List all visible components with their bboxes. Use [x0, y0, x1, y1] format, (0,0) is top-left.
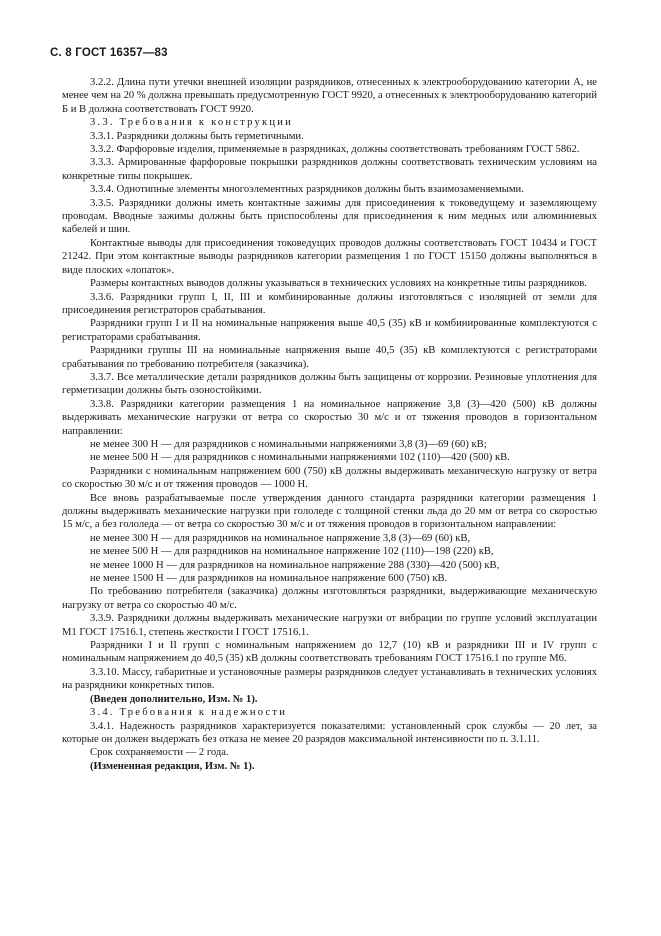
paragraph-new-arresters: Все вновь разрабатываемые после утверждения данного стандарта разрядники категории размещения 1 должны выдерживать механические нагрузки при гололеде с толщиной стенки льда до 20 мм от ветра со скоростью 15 м/с, а без гололеда — от ветра со скоростью 30 м/с и от тяжения проводов в горизонтальном направлении: — [62, 492, 597, 531]
amendment-note: (Введен дополнительно, Изм. № 1). — [90, 693, 258, 705]
paragraph-3-4-1: 3.4.1. Надежность разрядников характеризуется показателями: установленный срок службы — 20 лет, за которые он должен выдержать без отказа не менее 20 разрядов максимальной интенсивности по п. 3.1.11. — [62, 720, 597, 745]
paragraph-3-3-8: 3.3.8. Разрядники категории размещения 1 на номинальное напряжение 3,8 (3)—420 (500) кВ должны выдерживать механические нагрузки от ветра со скоростью 30 м/с и от тяжения проводов в горизонтальном направлении: — [62, 398, 597, 437]
paragraph-3-3-4: 3.3.4. Однотипные элементы многоэлементных разрядников должны быть взаимозаменяемыми. — [90, 184, 524, 196]
section-heading-construction: 3.3. Требования к конструкции — [90, 117, 293, 129]
list-item: не менее 1500 Н — для разрядников на номинальное напряжение 600 (750) кВ. — [90, 573, 448, 585]
paragraph-terminal-sizes: Размеры контактных выводов должны указываться в технических условиях на конкретные типы разрядников. — [90, 278, 587, 290]
paragraph-3-3-1: 3.3.1. Разрядники должны быть герметичными. — [90, 130, 304, 142]
paragraph-customer-request: По требованию потребителя (заказчика) должны изготовляться разрядники, выдерживающие механическую нагрузку от ветра со скоростью 40 м/с. — [62, 586, 597, 611]
list-item: не менее 1000 Н — для разрядников на номинальное напряжение 288 (330)—420 (500) кВ, — [90, 559, 500, 571]
list-item: не менее 500 Н — для разрядников с номинальными напряжениями 102 (110)—420 (500) кВ. — [90, 452, 510, 464]
paragraph-group-m6: Разрядники I и II групп с номинальным напряжением до 12,7 (10) кВ и разрядники III и IV групп с номинальным напряжением до 40,5 (35) кВ должны соответствовать требованиям ГОСТ 17516.1 по группе М6. — [62, 640, 597, 665]
paragraph-3-3-10: 3.3.10. Массу, габаритные и установочные размеры разрядников следует устанавливать в технических условиях на разрядники конкретных типов. — [62, 666, 597, 692]
list-item: не менее 300 Н — для разрядников с номинальными напряжениями 3,8 (3)—69 (60) кВ; — [90, 438, 487, 450]
document-body — [62, 76, 597, 773]
paragraph-storage-life: Срок сохраняемости — 2 года. — [90, 747, 229, 759]
page-header: С. 8 ГОСТ 16357—83 — [50, 47, 168, 59]
paragraph-3-3-5: 3.3.5. Разрядники должны иметь контактные зажимы для присоединения к токоведущему и заземляющему проводам. Вводные зажимы должны быть приспособлены для присоединения к ним медных или алюминиевых кабелей и шин. — [62, 197, 597, 236]
paragraph-contact-terminals: Контактные выводы для присоединения токоведущих проводов должны соответствовать ГОСТ 10434 и ГОСТ 21242. При этом контактные выводы разрядников категории размещения 1 по ГОСТ 15150 должны выполняться в виде плоских «лопаток». — [62, 237, 597, 276]
list-item: не менее 500 Н — для разрядников на номинальное напряжение 102 (110)—198 (220) кВ, — [90, 546, 494, 558]
paragraph-600kv: Разрядники с номинальным напряжением 600 (750) кВ должны выдерживать механическую нагрузку от ветра со скоростью 30 м/с и от тяжения проводов — 1000 Н. — [62, 465, 597, 491]
paragraph-3-3-9: 3.3.9. Разрядники должны выдерживать механические нагрузки от вибрации по группе условий эксплуатации М1 ГОСТ 17516.1, степень жесткости I ГОСТ 17516.1. — [62, 613, 597, 638]
paragraph-3-3-3: 3.3.3. Армированные фарфоровые покрышки разрядников должны соответствовать техническим условиям на конкретные типы покрышек. — [62, 157, 597, 182]
amendment-note: (Измененная редакция, Изм. № 1). — [90, 760, 255, 772]
paragraph-3-3-6: 3.3.6. Разрядники групп I, II, III и комбинированные должны изготовляться с изоляцией от земли для присоединения регистраторов срабатывания. — [62, 291, 597, 316]
paragraph-group-3: Разрядники группы III на номинальные напряжения выше 40,5 (35) кВ комплектуются с регистраторами срабатывания по требованию потребителя (заказчика). — [62, 345, 597, 370]
paragraph-groups-1-2: Разрядники групп I и II на номинальные напряжения выше 40,5 (35) кВ и комбинированные комплектуются с регистраторами срабатывания. — [62, 318, 597, 343]
paragraph-3-3-7: 3.3.7. Все металлические детали разрядников должны быть защищены от коррозии. Резиновые уплотнения для герметизации должны быть озоностойкими. — [62, 371, 597, 397]
list-item: не менее 300 Н — для разрядников на номинальное напряжение 3,8 (3)—69 (60) кВ, — [90, 532, 471, 544]
paragraph-3-2-2: 3.2.2. Длина пути утечки внешней изоляции разрядников, отнесенных к электрооборудованию категории А, не менее чем на 20 % должна превышать предусмотренную ГОСТ 9920, а отнесенных к электрооборудованию категорий Б и В должна соответствовать ГОСТ 9920. — [62, 77, 597, 115]
paragraph-3-3-2: 3.3.2. Фарфоровые изделия, применяемые в разрядниках, должны соответствовать требованиям ГОСТ 5862. — [90, 144, 580, 156]
section-heading-reliability: 3.4. Требования к надежности — [90, 707, 288, 719]
